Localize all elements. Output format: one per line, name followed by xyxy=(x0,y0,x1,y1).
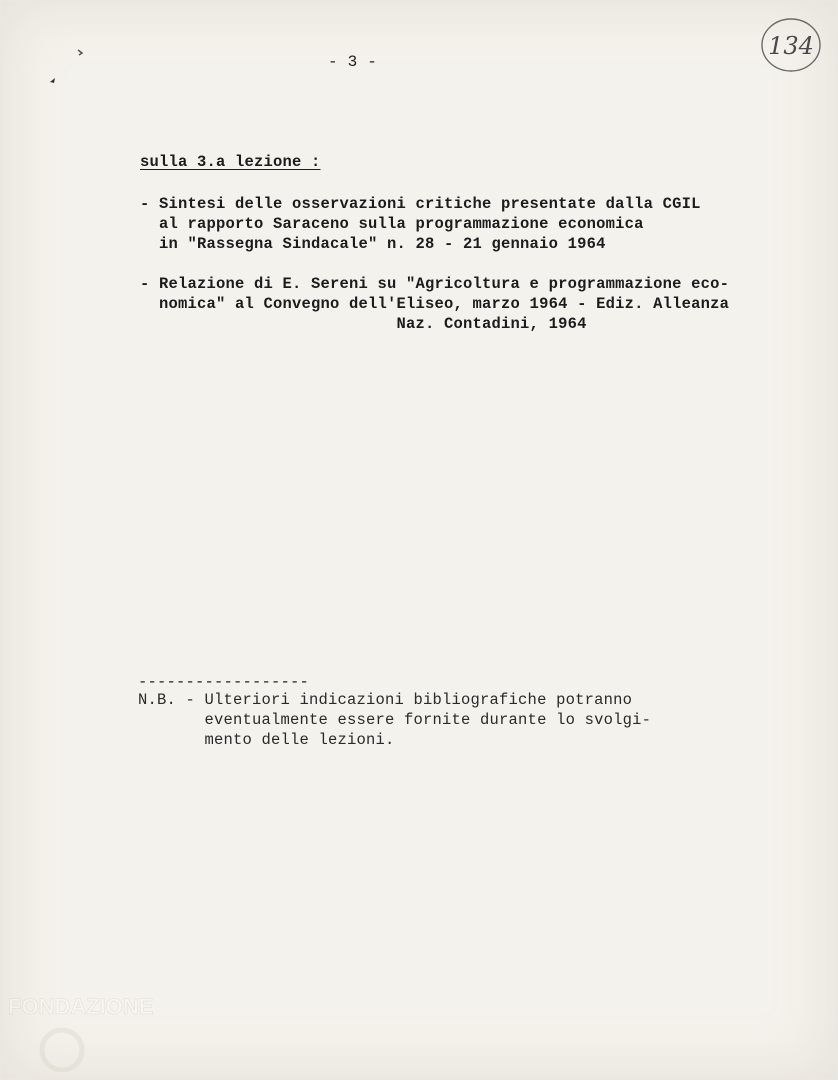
stray-ink-marks xyxy=(46,46,94,88)
handwritten-folio-number xyxy=(760,16,822,74)
page-number: - 3 - xyxy=(328,53,378,71)
note-line: mento delle lezioni. xyxy=(138,731,395,749)
note-line: eventualmente essere fornite durante lo svolgi- xyxy=(138,711,652,729)
reference-item xyxy=(140,194,701,254)
footnote-divider: ------------------ xyxy=(138,673,310,691)
footnote-note xyxy=(138,690,651,750)
reference-line: - Relazione di E. Sereni su "Agricoltura e programmazione eco- xyxy=(140,275,730,293)
reference-item xyxy=(140,274,729,334)
document-page xyxy=(2,2,836,1078)
archive-watermark xyxy=(4,992,224,1072)
svg-text:134: 134 xyxy=(768,32,814,60)
reference-line: al rapporto Saraceno sulla programmazione economica xyxy=(140,215,644,233)
section-heading xyxy=(140,152,321,172)
reference-line: in "Rassegna Sindacale" n. 28 - 21 gennaio 1964 xyxy=(140,235,606,253)
section-heading-text: sulla 3.a lezione : xyxy=(140,153,321,171)
reference-line: Naz. Contadini, 1964 xyxy=(140,315,587,333)
svg-text:FONDAZIONE: FONDAZIONE xyxy=(8,994,154,1019)
note-line: N.B. - Ulteriori indicazioni bibliografiche potranno xyxy=(138,691,633,709)
reference-line: nomica" al Convegno dell'Eliseo, marzo 1964 - Ediz. Alleanza xyxy=(140,295,730,313)
reference-line: - Sintesi delle osservazioni critiche presentate dalla CGIL xyxy=(140,195,701,213)
